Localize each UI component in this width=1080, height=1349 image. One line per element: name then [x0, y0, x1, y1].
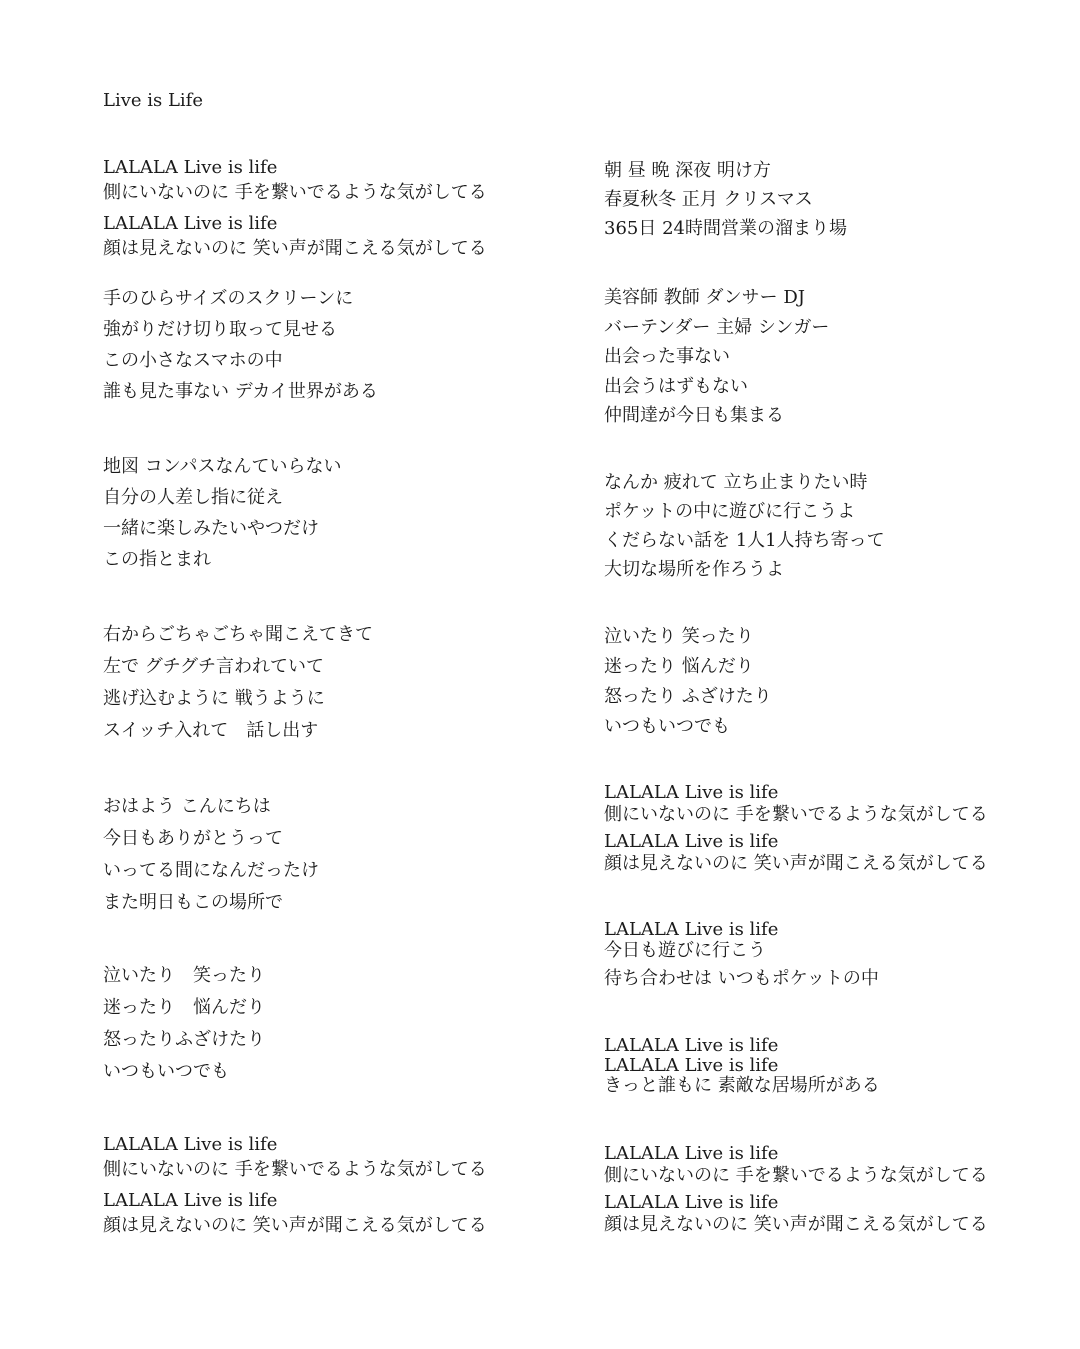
lyric-line: 大切な場所を作ろうよ	[604, 559, 784, 580]
stanza	[103, 451, 341, 575]
lyric-line: LALALA Live is life	[103, 1190, 278, 1211]
lyric-line: 365日 24時間営業の溜まり場	[604, 218, 847, 239]
lyric-line: 顔は見えないのに 笑い声が聞こえる気がしてる	[103, 1215, 487, 1236]
stanza	[103, 791, 319, 919]
lyric-line: 迷ったり 悩んだり	[604, 656, 754, 677]
lyric-line: ポケットの中に遊びに行こうよ	[604, 501, 856, 522]
lyric-line: LALALA Live is life	[604, 1192, 779, 1213]
stanza	[604, 622, 772, 742]
lyric-line: 一緒に楽しみたいやつだけ	[103, 518, 319, 539]
lyric-line: 美容師 教師 ダンサー DJ	[604, 287, 805, 308]
lyric-line: 強がりだけ切り取って見せる	[103, 319, 337, 340]
lyric-line: 仲間達が今日も集まる	[604, 405, 784, 426]
lyric-line: 顔は見えないのに 笑い声が聞こえる気がしてる	[604, 853, 988, 874]
lyric-line: LALALA Live is life	[604, 919, 779, 940]
stanza	[103, 960, 265, 1088]
stanza	[604, 1036, 880, 1096]
lyric-line: くだらない話を 1人1人持ち寄って	[604, 530, 885, 551]
lyric-line: 泣いたり 笑ったり	[604, 626, 754, 647]
lyric-line: LALALA Live is life	[604, 1055, 779, 1076]
lyric-line: 今日もありがとうって	[103, 828, 283, 849]
lyric-line: スイッチ入れて 話し出す	[103, 720, 319, 741]
lyric-line: 地図 コンパスなんていらない	[103, 456, 342, 477]
lyric-line: 朝 昼 晩 深夜 明け方	[604, 160, 771, 181]
lyric-line: 怒ったり ふざけたり	[604, 686, 772, 707]
lyric-line: 側にいないのに 手を繋いでるような気がしてる	[103, 1159, 487, 1180]
lyric-line: なんか 疲れて 立ち止まりたい時	[604, 472, 868, 493]
lyric-line: 左で グチグチ言われていて	[103, 656, 325, 677]
lyric-line: LALALA Live is life	[604, 782, 779, 803]
lyric-line: おはよう こんにちは	[103, 796, 271, 817]
lyric-line: LALALA Live is life	[604, 1035, 779, 1056]
stanza	[103, 619, 373, 747]
page-title: Live is Life	[103, 90, 203, 111]
lyric-line: 手のひらサイズのスクリーンに	[103, 288, 354, 309]
lyric-line: LALALA Live is life	[103, 213, 278, 234]
lyric-line: 右からごちゃごちゃ聞こえてきて	[103, 624, 373, 645]
stanza	[604, 156, 847, 243]
stanza	[604, 468, 885, 584]
lyric-line: 側にいないのに 手を繋いでるような気がしてる	[604, 804, 988, 825]
lyric-line: LALALA Live is life	[103, 1134, 278, 1155]
lyric-line: 今日も遊びに行こう	[604, 940, 766, 961]
lyric-line: いってる間になんだったけ	[103, 860, 319, 881]
lyric-line: 顔は見えないのに 笑い声が聞こえる気がしてる	[604, 1214, 988, 1235]
lyrics-right-column	[604, 0, 1074, 1349]
lyric-line: きっと誰もに 素敵な居場所がある	[604, 1075, 880, 1096]
lyric-line: いつもいつでも	[604, 716, 730, 737]
lyric-line: LALALA Live is life	[604, 831, 779, 852]
lyric-line: 怒ったりふざけたり	[103, 1029, 265, 1050]
lyric-line: 春夏秋冬 正月 クリスマス	[604, 189, 813, 210]
lyric-line: 逃げ込むように 戦うように	[103, 688, 325, 709]
lyric-line: また明日もこの場所で	[103, 892, 283, 913]
stanza	[604, 1143, 988, 1236]
lyric-line: 誰も見た事ない デカイ世界がある	[103, 381, 378, 402]
lyric-line: バーテンダー 主婦 シンガー	[604, 316, 830, 338]
lyric-line: 出会うはずもない	[604, 375, 748, 397]
stanza	[604, 283, 829, 431]
lyric-line: 自分の人差し指に従え	[103, 487, 283, 508]
stanza	[103, 1132, 487, 1238]
lyric-line: 迷ったり 悩んだり	[103, 997, 265, 1018]
lyric-line: 泣いたり 笑ったり	[103, 965, 265, 986]
lyric-line: LALALA Live is life	[103, 157, 278, 178]
stanza	[103, 283, 378, 407]
lyric-line: いつもいつでも	[103, 1061, 229, 1082]
lyric-line: 側にいないのに 手を繋いでるような気がしてる	[604, 1165, 988, 1186]
lyrics-left-column	[103, 0, 573, 1349]
stanza	[604, 919, 879, 989]
lyric-line: この指とまれ	[103, 549, 211, 570]
lyric-line: 顔は見えないのに 笑い声が聞こえる気がしてる	[103, 238, 487, 259]
lyric-line: この小さなスマホの中	[103, 350, 283, 371]
lyric-line: 待ち合わせは いつもポケットの中	[604, 968, 879, 989]
lyric-line: LALALA Live is life	[604, 1143, 779, 1164]
stanza	[103, 155, 487, 261]
lyric-line: 側にいないのに 手を繋いでるような気がしてる	[103, 182, 487, 203]
lyric-line: 出会った事ない	[604, 346, 730, 367]
stanza	[604, 782, 988, 875]
